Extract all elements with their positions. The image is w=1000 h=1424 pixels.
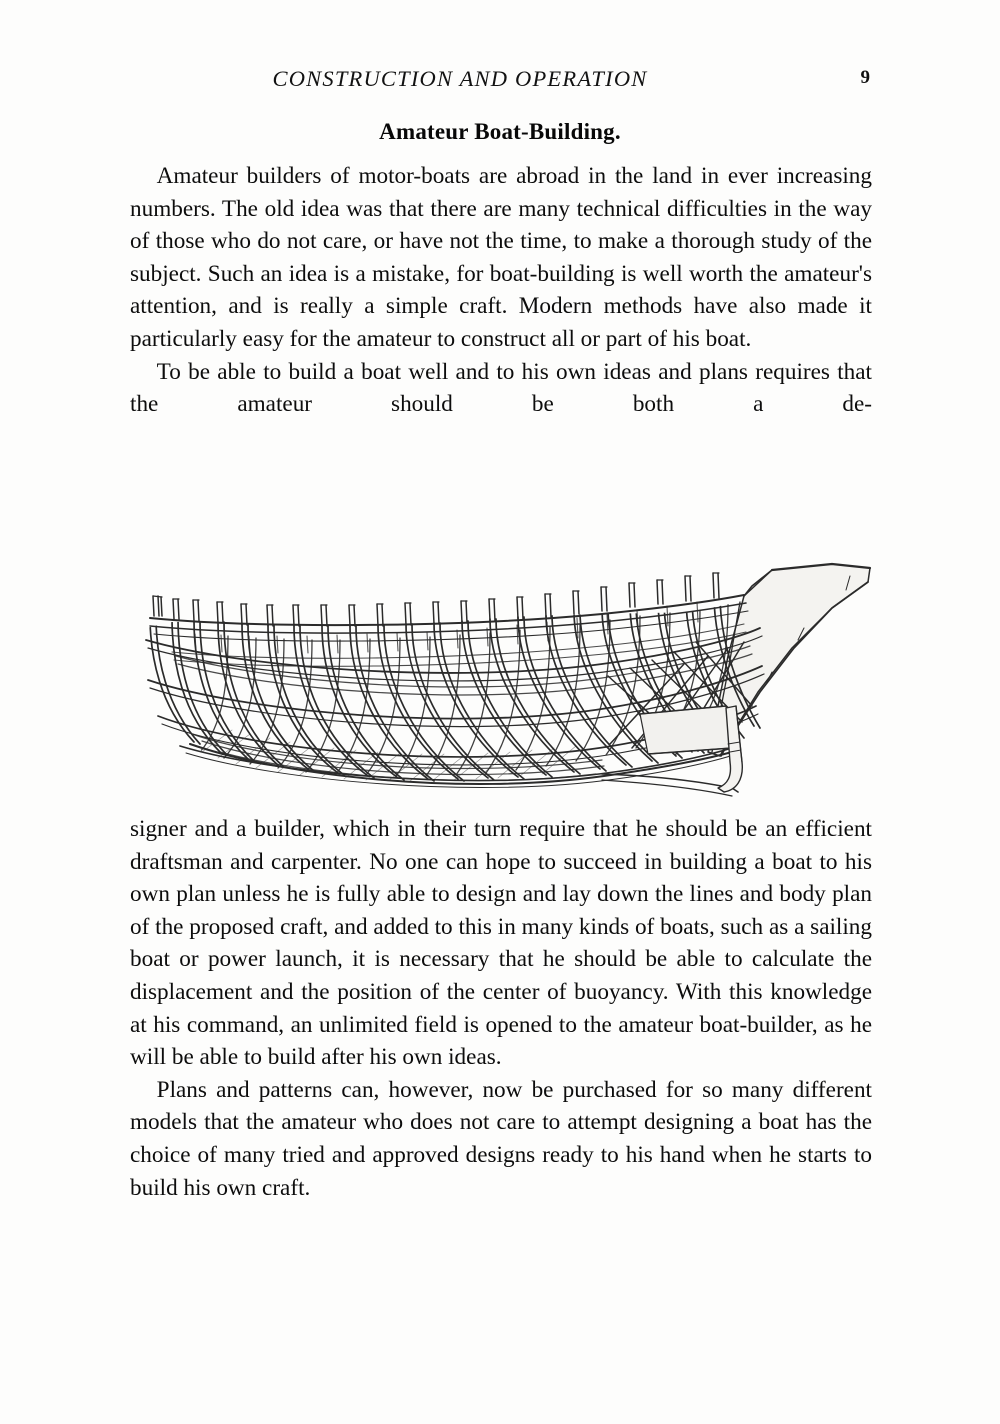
engine-bed-panel bbox=[640, 706, 732, 754]
paragraph-2-part-b: signer and a builder, which in their turn require that he should be an efficient draftsman and carpenter. No one can hope to succeed in building a boat to his own plan unless he is fully able to design and lay down the lines and body plan of the proposed craft, and added to this in many kinds of boats, such as a sailing boat or power launch, it is necessary that he should be able to calculate the displacement and the position of the center of buoyancy. With this knowledge at his command, an unlimited field is opened to the amateur boat-builder, as he will be able to build after his own ideas. bbox=[130, 816, 872, 1071]
paragraph-3: Plans and patterns can, however, now be purchased for so many different models that the amateur who does not care to attempt designing a boat has the choice of many tried and approved designs ready to his hand when he starts to build his own craft. bbox=[130, 1076, 872, 1201]
far-side-stanchions bbox=[195, 602, 698, 653]
paragraph-2-part-a: To be able to build a boat well and to his own ideas and plans requires that the amateur should be both a de- bbox=[130, 358, 872, 418]
paragraph-1: Amateur builders of motor-boats are abroad in the land in ever increasing numbers. The old idea was that there are many technical difficulties in the way of those who do not care, or have not the time, to make a thorough study of the subject. Such an idea is a mistake, for boat-building is well worth the amateur's attention, and is really a simple craft. Modern methods have also made it particularly easy for the amateur to construct all or part of his boat. bbox=[130, 163, 872, 352]
text-block-lower bbox=[130, 813, 872, 1204]
text-block-upper bbox=[130, 160, 872, 453]
running-head bbox=[130, 66, 870, 100]
page-number: 9 bbox=[860, 67, 870, 88]
boat-hull-frame-illustration bbox=[132, 556, 872, 800]
running-head-title: CONSTRUCTION AND OPERATION bbox=[272, 66, 648, 91]
section-heading: Amateur Boat-Building. bbox=[379, 119, 621, 144]
